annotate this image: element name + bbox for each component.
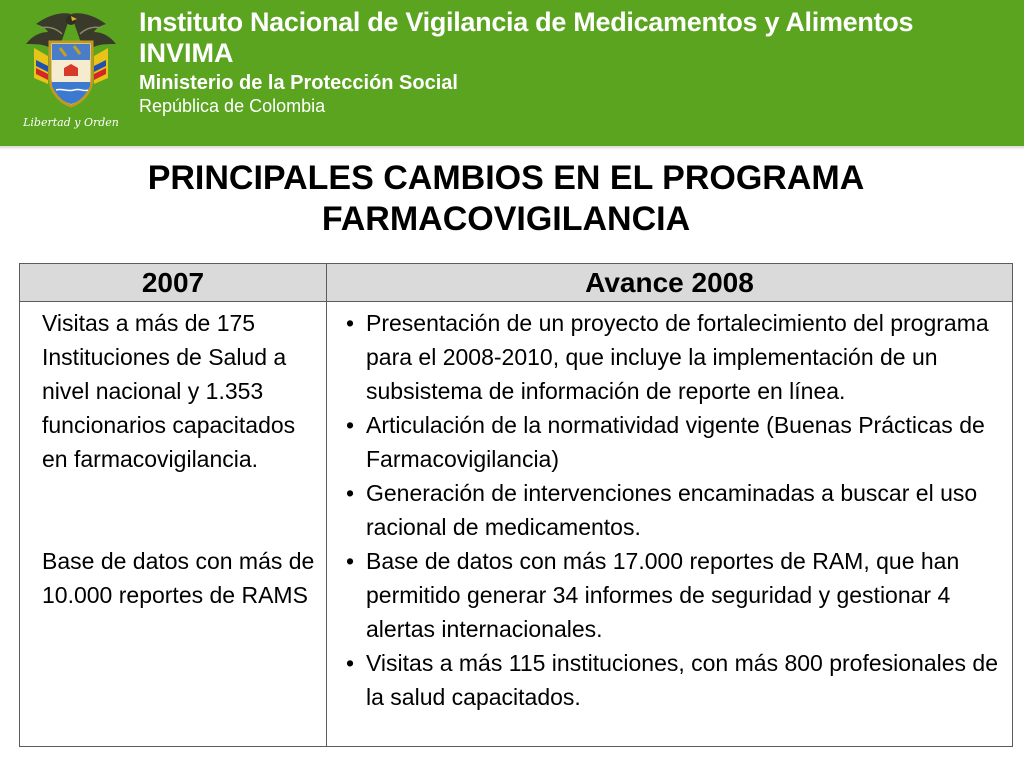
cell-avance-2008 [327,302,1013,747]
header-banner [0,0,1024,146]
header-text-block [139,7,913,117]
coat-of-arms-emblem [22,8,120,138]
column-header-2007: 2007 [20,264,327,302]
comparison-table [19,263,1013,747]
list-item: • Articulación de la normatividad vigente (Buenas Prácticas de Farmacovigilancia) [337,408,1008,476]
republic-name: República de Colombia [139,96,326,116]
ministry-name: Ministerio de la Protección Social [139,72,458,94]
institute-name: Instituto Nacional de Vigilancia de Medicamentos y Alimentos [139,7,914,37]
list-item: • Generación de intervenciones encaminadas a buscar el uso racional de medicamentos. [337,476,1008,544]
paragraph-spacer [42,476,320,544]
emblem-motto: Libertad y Orden [23,116,119,129]
table-header-row [20,264,1013,302]
table-row [20,302,1013,747]
list-item: • Base de datos con más 17.000 reportes de RAM, que han permitido generar 34 informes de seguridad y gestionar 4 alertas internacionales. [337,544,1008,646]
title-line-1: PRINCIPALES CAMBIOS EN EL PROGRAMA [147,159,865,197]
list-item: • Presentación de un proyecto de fortalecimiento del programa para el 2008-2010, que incluye la implementación de un subsistema de información de reporte en línea. [337,306,1008,408]
paragraph-visitas: Visitas a más de 175 Instituciones de Salud a nivel nacional y 1.353 funcionarios capacitados en farmacovigilancia. [42,310,296,472]
list-item: • Visitas a más 115 instituciones, con más 800 profesionales de la salud capacitados. [337,646,1008,714]
bullet-list [337,306,1008,714]
column-header-avance-2008: Avance 2008 [327,264,1013,302]
institute-acronym: INVIMA [139,38,234,68]
coat-of-arms-icon [22,8,120,118]
title-line-2: FARMACOVIGILANCIA [321,200,691,238]
paragraph-base-datos: Base de datos con más de 10.000 reportes de RAMS [42,548,315,608]
cell-2007 [20,302,327,747]
slide-title [0,158,1012,240]
header-divider [0,146,1024,150]
